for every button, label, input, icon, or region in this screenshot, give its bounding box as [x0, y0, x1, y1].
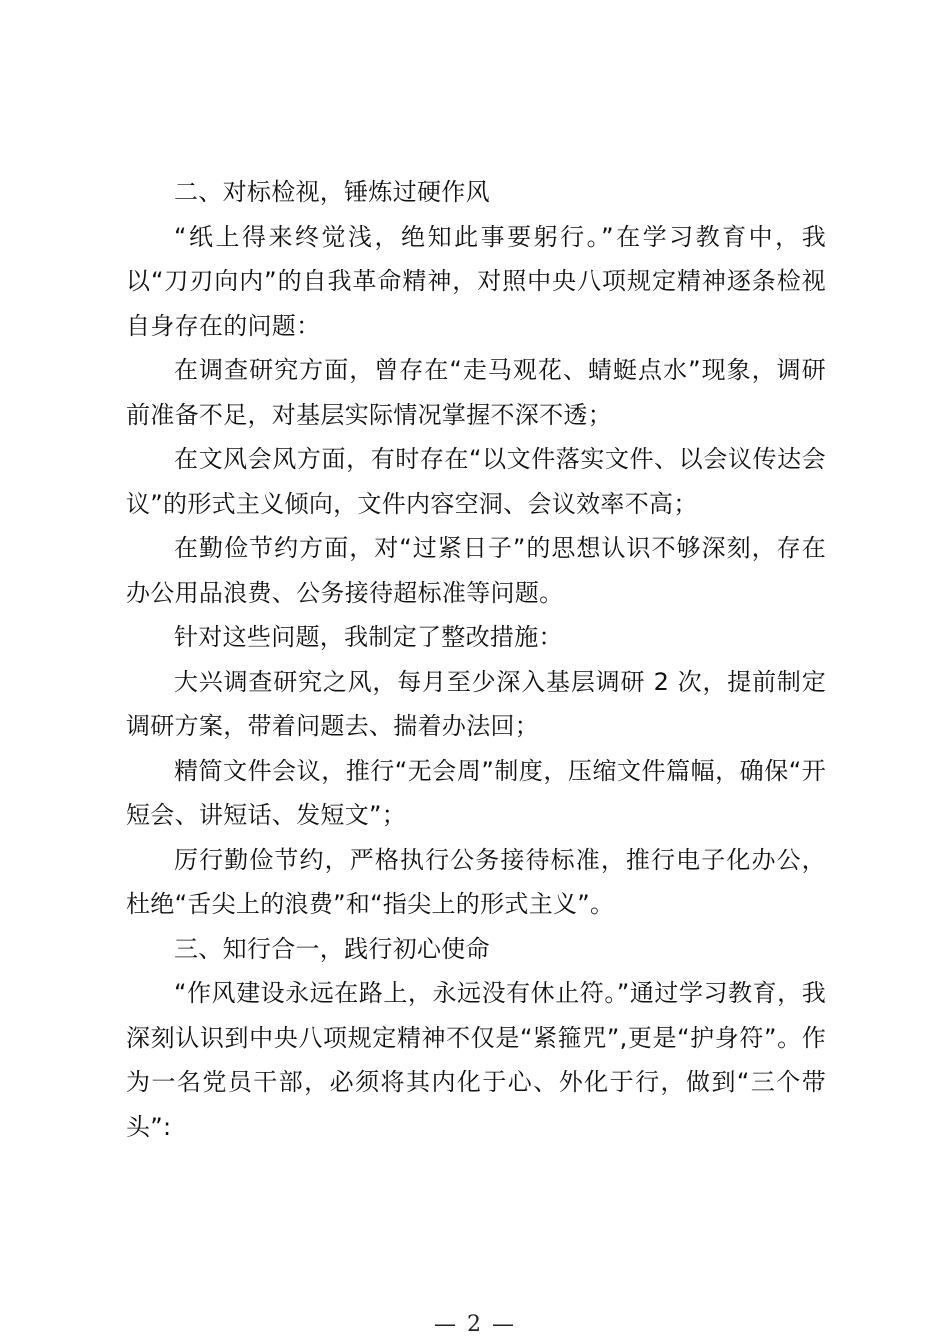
paragraph-measure-frugality: 厉行勤俭节约，严格执行公务接待标准，推行电子化办公，杜绝“舌尖上的浪费”和“指尖上的形式主义”。: [126, 845, 826, 918]
section-heading-3: 三、知行合一，践行初心使命: [174, 934, 490, 963]
paragraph-measures-intro: 针对这些问题，我制定了整改措施：: [174, 623, 563, 651]
paragraph-frugality-issue: 在勤俭节约方面，对“过紧日子”的思想认识不够深刻，存在办公用品浪费、公务接待超标准等问题。: [126, 534, 826, 607]
document-body: [126, 170, 826, 1149]
paragraph-measure-research: 大兴调查研究之风，每月至少深入基层调研 2 次，提前制定调研方案，带着问题去、揣着办法回；: [126, 667, 826, 740]
paragraph-writing-meeting-issue: 在文风会风方面，有时存在“以文件落实文件、以会议传达会议”的形式主义倾向，文件内容空洞、会议效率不高；: [126, 445, 826, 518]
paragraph-measure-meetings: 精简文件会议，推行“无会周”制度，压缩文件篇幅，确保“开短会、讲短话、发短文”；: [126, 756, 826, 829]
page-number: — 2 —: [434, 1312, 516, 1337]
paragraph-conclusion: “作风建设永远在路上，永远没有休止符。”通过学习教育，我深刻认识到中央八项规定精神不仅是“紧箍咒”,更是“护身符”。作为一名党员干部，必须将其内化于心、外化于行，做到“三个带头”:: [126, 979, 826, 1141]
section-heading-2: 二、对标检视，锤炼过硬作风: [174, 178, 490, 206]
paragraph-quote-intro: “纸上得来终觉浅，绝知此事要躬行。”在学习教育中，我以“刀刃向内”的自我革命精神，对照中央八项规定精神逐条检视自身存在的问题：: [126, 222, 826, 340]
paragraph-research-issue: 在调查研究方面，曾存在“走马观花、蜻蜓点水”现象，调研前准备不足，对基层实际情况掌握不深不透；: [126, 356, 826, 429]
